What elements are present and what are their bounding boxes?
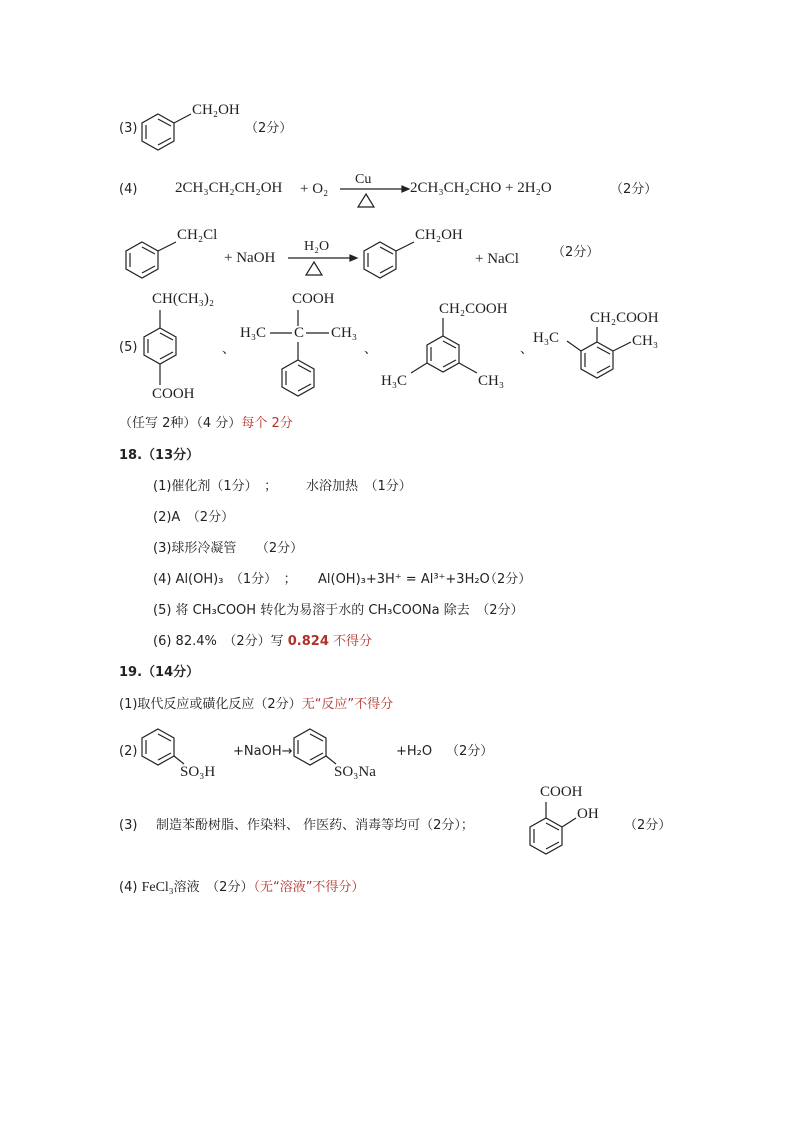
q18-line3: (3)球形冷凝管 （2分）	[153, 541, 304, 556]
naoh-arrow: +NaOH→	[233, 744, 293, 759]
so3h-group: SO₃H	[180, 764, 216, 780]
benzyl-alcohol-group: CH₂OH	[415, 227, 463, 243]
item4-o2: + O₂	[300, 181, 329, 197]
item3-number: (3)	[119, 121, 138, 136]
q18-line4a: (4) Al(OH)₃ （1分） ；	[153, 572, 297, 587]
sep-3: 、	[520, 342, 534, 357]
mol2-h3c: H₃C	[240, 325, 267, 341]
q19-line3-score: （2分）	[624, 818, 672, 833]
item3-group: CH₂OH	[192, 102, 240, 118]
water-solvent: H₂O	[304, 239, 330, 254]
mol2-top: COOH	[292, 291, 335, 307]
q19-line2-score: （2分）	[446, 744, 494, 759]
q19-line1-red: 无“反应”不得分	[301, 697, 394, 712]
q18-line6-red-value: 0.824	[287, 634, 329, 649]
q18-line1b: 水浴加热 （1分）	[306, 479, 412, 494]
item4-product: 2CH₃CH₂CHO + 2H₂O	[410, 180, 552, 196]
q18-line6-text: (6) 82.4% （2分）写	[153, 634, 284, 649]
item3-score: （2分）	[245, 121, 293, 136]
item5-note-red: 每个 2分	[241, 416, 293, 431]
item5-note-text: （任写 2种）（4 分）	[119, 416, 242, 431]
q18-line4c: （2分）	[484, 572, 532, 587]
q18-line4b: Al(OH)₃+3H⁺ = Al³⁺+3H₂O	[318, 572, 490, 587]
item4-number: (4)	[119, 182, 138, 197]
mol3-h3c: H₃C	[381, 373, 408, 389]
q19-line4-text: 溶液 （2分）	[173, 880, 254, 895]
fecl3-reagent: FeCl₃	[141, 880, 174, 895]
mol1-top: CH(CH₃)₂	[152, 291, 215, 307]
mol3-top: CH₂COOH	[439, 301, 508, 317]
sep-1: 、	[222, 342, 236, 357]
mol4-ch3: CH₃	[632, 333, 659, 349]
mol1-bottom: COOH	[152, 386, 195, 402]
q19-line2-number: (2)	[119, 744, 138, 759]
item4-catalyst: Cu	[355, 172, 372, 187]
q18-line6-tail: 不得分	[333, 634, 373, 649]
salicylic-cooh: COOH	[540, 784, 583, 800]
item4-score: （2分）	[610, 182, 658, 197]
q19-title: 19.（14分）	[119, 665, 200, 680]
benzyl-chloride-group: CH₂Cl	[177, 227, 218, 243]
naoh-reagent: + NaOH	[224, 250, 276, 266]
mol2-ch3: CH₃	[331, 325, 358, 341]
q18-line5: (5) 将 CH₃COOH 转化为易溶于水的 CH₃COONa 除去 （2分）	[153, 603, 524, 618]
nacl-product: + NaCl	[475, 251, 519, 267]
q19-line1-text: (1)取代反应或磺化反应（2分）	[119, 697, 302, 712]
mol2-c: C	[294, 325, 305, 341]
q19-line3-number: (3)	[119, 818, 138, 833]
q18-title: 18.（13分）	[119, 448, 200, 463]
salicylic-oh: OH	[577, 806, 599, 822]
q19-line3-text: 制造苯酚树脂、作染料、 作医药、消毒等均可（2分）；	[156, 818, 474, 833]
q19-line4	[119, 880, 364, 896]
item5-number: (5)	[119, 340, 138, 355]
water-product: +H₂O	[396, 744, 433, 759]
item4-reactant: 2CH₃CH₂CH₂OH	[175, 180, 283, 196]
q18-line2: (2)A （2分）	[153, 510, 235, 525]
so3na-group: SO₃Na	[334, 764, 376, 780]
mol4-top: CH₂COOH	[590, 310, 659, 326]
q19-line4-num: (4)	[119, 880, 138, 895]
q19-line4-red: （无“溶液”不得分）	[253, 880, 365, 895]
q18-line1a: (1)催化剂（1分） ；	[153, 479, 278, 494]
sep-2: 、	[364, 342, 378, 357]
reaction2-score: （2分）	[552, 245, 600, 260]
mol4-h3c: H₃C	[533, 330, 560, 346]
mol3-ch3: CH₃	[478, 373, 505, 389]
